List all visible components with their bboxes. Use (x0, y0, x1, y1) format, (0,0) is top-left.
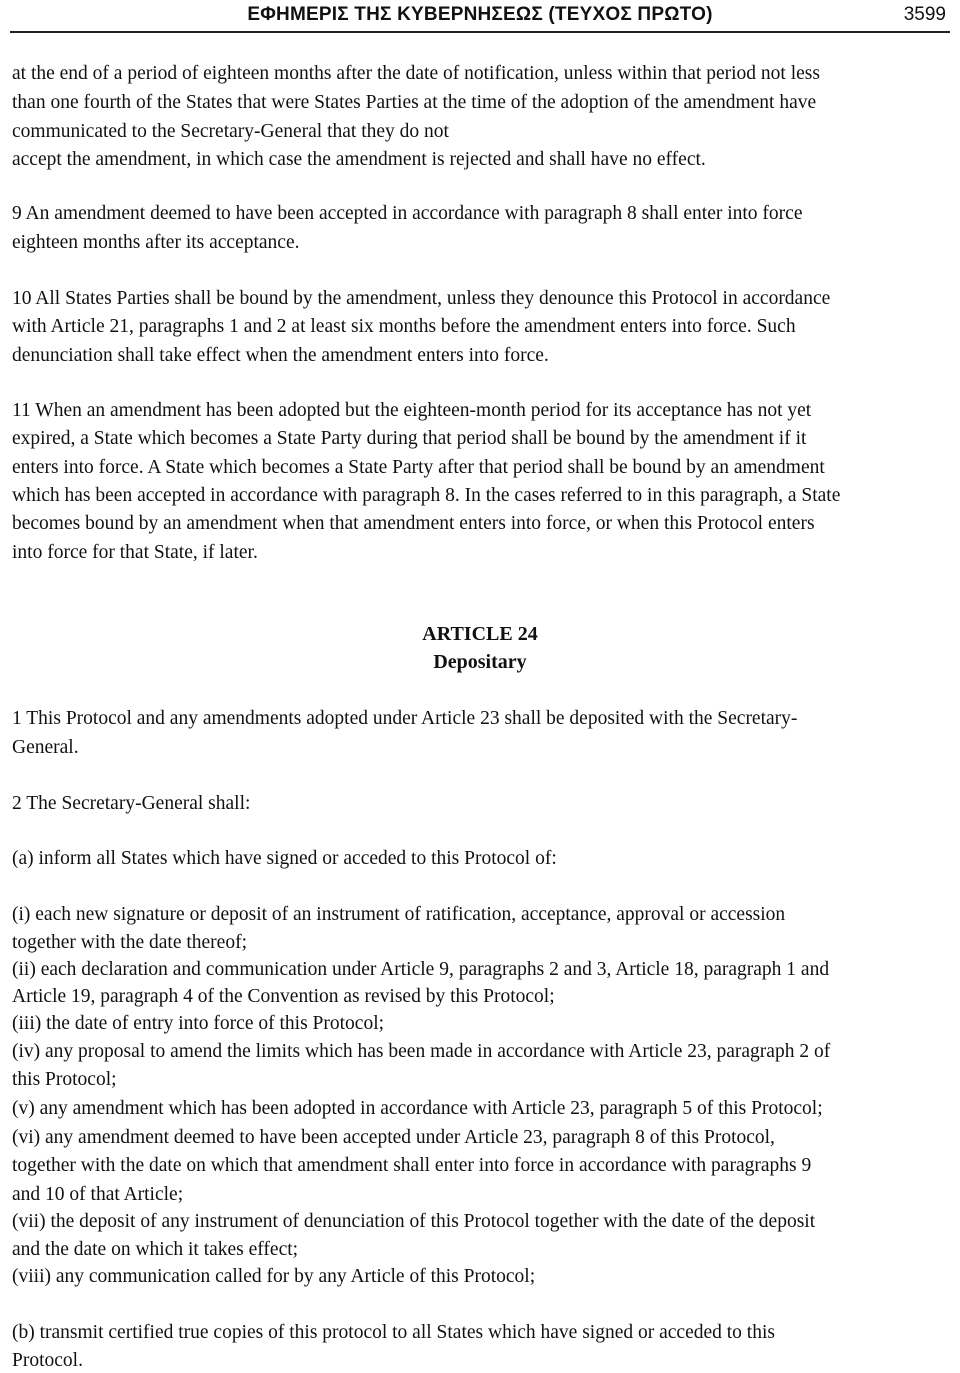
text-line: 9 An amendment deemed to have been accepted in accordance with paragraph 8 shall enter into force (12, 203, 803, 224)
text-line: 1 This Protocol and any amendments adopted under Article 23 shall be deposited with the Secretary- (12, 708, 798, 729)
text-line: (v) any amendment which has been adopted in accordance with Article 23, paragraph 5 of this Protocol; (12, 1098, 823, 1119)
text-line: 2 The Secretary-General shall: (12, 793, 251, 814)
text-line: (a) inform all States which have signed or acceded to this Protocol of: (12, 848, 557, 869)
text-line: (b) transmit certified true copies of this protocol to all States which have signed or acceded to this (12, 1322, 775, 1343)
text-line: (viii) any communication called for by any Article of this Protocol; (12, 1266, 536, 1287)
text-line: (i) each new signature or deposit of an instrument of ratification, acceptance, approval or accession (12, 904, 786, 925)
text-line: (iii) the date of entry into force of this Protocol; (12, 1013, 385, 1034)
text-line: and the date on which it takes effect; (12, 1239, 299, 1260)
text-line: enters into force. A State which becomes a State Party after that period shall be bound by an amendment (12, 457, 825, 478)
text-line: together with the date on which that amendment shall enter into force in accordance with paragraphs 9 (12, 1155, 812, 1176)
text-line: communicated to the Secretary-General that they do not (12, 121, 449, 142)
text-line: (vii) the deposit of any instrument of denunciation of this Protocol together with the date of the deposit (12, 1211, 816, 1232)
text-line: (iv) any proposal to amend the limits which has been made in accordance with Article 23, paragraph 2 of (12, 1041, 831, 1062)
text-line: (vi) any amendment deemed to have been accepted under Article 23, paragraph 8 of this Protocol, (12, 1127, 775, 1148)
text-line: 10 All States Parties shall be bound by the amendment, unless they denounce this Protocol in accordance (12, 288, 831, 309)
text-line: Article 19, paragraph 4 of the Convention as revised by this Protocol; (12, 986, 555, 1007)
text-line: denunciation shall take effect when the amendment enters into force. (12, 345, 549, 366)
text-line: 11 When an amendment has been adopted but the eighteen-month period for its acceptance has not yet (12, 400, 812, 421)
text-line: and 10 of that Article; (12, 1184, 184, 1205)
page-number: 3599 (903, 4, 946, 25)
text-line: General. (12, 737, 79, 758)
text-line: accept the amendment, in which case the amendment is rejected and shall have no effect. (12, 149, 706, 170)
text-line: which has been accepted in accordance with paragraph 8. In the cases referred to in this paragraph, a State (12, 485, 841, 506)
text-line: together with the date thereof; (12, 932, 247, 953)
text-line: (ii) each declaration and communication under Article 9, paragraphs 2 and 3, Article 18, paragraph 1 and (12, 959, 830, 980)
text-line: into force for that State, if later. (12, 542, 258, 563)
text-line: with Article 21, paragraphs 1 and 2 at least six months before the amendment enters into force. Such (12, 316, 796, 337)
gazette-title: ΕΦΗΜΕΡΙΣ ΤΗΣ ΚΥΒΕΡΝΗΣΕΩΣ (ΤΕΥΧΟΣ ΠΡΩΤΟ) (247, 4, 713, 25)
article-title: Depositary (433, 651, 527, 673)
text-line: expired, a State which becomes a State Party during that period shall be bound by the amendment if it (12, 428, 807, 449)
article-number: ARTICLE 24 (422, 623, 538, 645)
text-line: becomes bound by an amendment when that amendment enters into force, or when this Protocol enters (12, 513, 815, 534)
text-line: than one fourth of the States that were States Parties at the time of the adoption of the amendment have (12, 92, 817, 113)
text-line: eighteen months after its acceptance. (12, 232, 300, 253)
text-line: at the end of a period of eighteen months after the date of notification, unless within that period not less (12, 63, 820, 84)
page-header (10, 0, 950, 33)
text-line: Protocol. (12, 1350, 83, 1371)
text-line: this Protocol; (12, 1069, 117, 1090)
